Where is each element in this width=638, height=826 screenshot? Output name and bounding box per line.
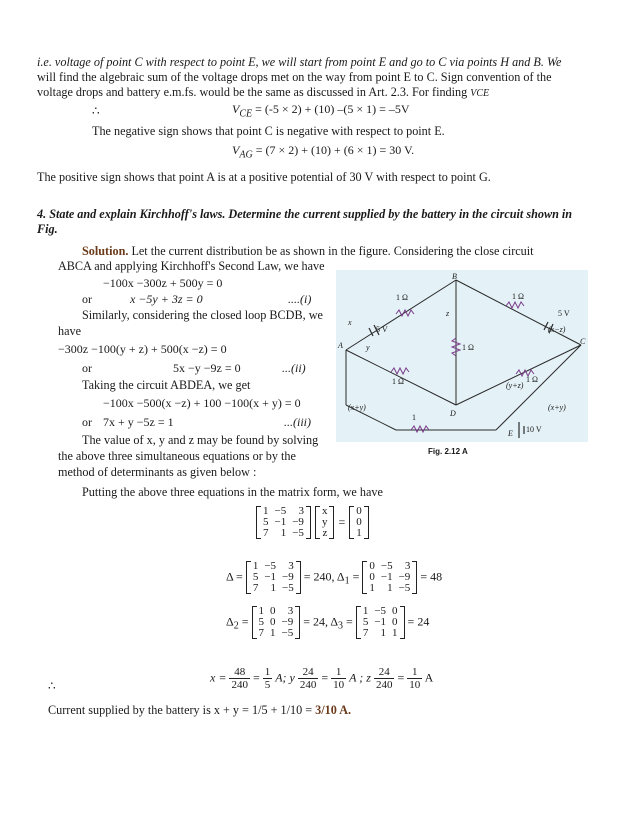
- delta-matrix-cell: −9: [282, 571, 294, 583]
- question-line1: 4. State and explain Kirchhoff's laws. Determine the current supplied by the battery in the circuit shown in: [37, 207, 573, 221]
- matrix-equals: =: [338, 515, 346, 530]
- delta-matrix-cell: 7: [252, 582, 259, 594]
- resistor-dc-label: 1 Ω: [526, 375, 538, 384]
- figure-caption: Fig. 2.12 A: [428, 447, 468, 456]
- current-xz-label: (x−z): [548, 325, 566, 334]
- delta2-label: Δ: [226, 614, 234, 629]
- solution-line1: Solution. Let the current distribution be as shown in the figure. Considering the close circuit: [82, 244, 534, 258]
- resistor-bd-label: 1 Ω: [462, 343, 474, 352]
- delta2-matrix: [252, 606, 301, 639]
- coefficient-matrix-cell: 7: [263, 527, 269, 539]
- coefficient-matrix: [256, 506, 311, 539]
- therefore-symbol-2: ∴: [48, 679, 56, 693]
- delta2-value: = 24, Δ: [303, 614, 339, 629]
- delta1-matrix-cell: 0: [369, 560, 375, 572]
- delta2-matrix-cell: 7: [258, 627, 264, 639]
- variable-vector-cell: x: [321, 505, 328, 517]
- or-1: or: [82, 292, 92, 306]
- question-line2: Fig.: [37, 222, 58, 236]
- final-answer: Current supplied by the battery is x + y = 1/5 + 1/10 = 3/10 A.: [48, 703, 352, 717]
- resistor-bc-label: 1 Ω: [512, 292, 524, 301]
- delta1-value: = 48: [420, 569, 443, 584]
- delta3-matrix: [356, 606, 405, 639]
- delta3-matrix-cell: 7: [362, 627, 369, 639]
- equation-tag-ii: ...(ii): [282, 361, 306, 375]
- equation-3: −100x −500(x −z) + 100 −100(x + y) = 0: [103, 396, 301, 410]
- para1-line2: will find the algebraic sum of the voltage drops met on the way from point E to C. Sign convention of the: [37, 70, 552, 84]
- constant-vector: [349, 506, 369, 539]
- node-e-label: E: [508, 429, 513, 438]
- determinant-row1: Δ = 1 −5 3 5 −1 −9 7 1 −5 = 240, $\Delta_1$ = 0 −5 3 0 −1 −9 1 1 −5 = 48: [226, 560, 443, 594]
- delta1-matrix: [362, 561, 417, 594]
- therefore-symbol: ∴: [92, 104, 100, 118]
- delta3-matrix-cell: 0: [392, 616, 398, 628]
- constant-vector-cell: 0: [356, 516, 362, 528]
- fraction-z: $\frac{24}{240}$: [375, 666, 393, 691]
- solution-line8: method of determinants as given below :: [58, 465, 257, 479]
- delta-matrix-cell: 5: [252, 571, 259, 583]
- equation-2: −300z −100(y + z) + 500(x −z) = 0: [58, 342, 227, 356]
- solution-line6: The value of x, y and z may be found by solving: [82, 433, 319, 447]
- resistor-ab-label: 1 Ω: [396, 293, 408, 302]
- battery-a-label: 5 V: [376, 325, 388, 334]
- fraction-y-simplified: $\frac{1}{10}$: [333, 666, 345, 691]
- battery-c-label: 5 V: [558, 309, 570, 318]
- or-2: or: [82, 361, 92, 375]
- circuit-diagram: [336, 270, 588, 456]
- delta2-matrix-cell: 1: [258, 605, 264, 617]
- equation-2-reduced: 5x −y −9z = 0: [173, 361, 241, 375]
- para1-line1: i.e. voltage of point C with respect to point E, we will start from point E and go to C via points H and B. We: [37, 55, 562, 69]
- delta3-matrix-cell: 1: [362, 605, 369, 617]
- delta2-matrix-cell: 5: [258, 616, 264, 628]
- fraction-z-simplified: $\frac{1}{10}$: [409, 666, 421, 691]
- delta1-matrix-cell: −5: [380, 560, 393, 572]
- delta2-matrix-cell: 0: [270, 605, 276, 617]
- negative-sign-note: The negative sign shows that point C is negative with respect to point E.: [92, 124, 445, 138]
- coefficient-matrix-cell: 3: [298, 505, 304, 517]
- delta2-matrix-cell: 3: [287, 605, 294, 617]
- para1-line3: voltage drops and battery e.m.fs. would be the same as discussed in Art. 2.3. For finding VCE: [37, 85, 490, 99]
- coefficient-matrix-cell: −5: [274, 505, 287, 517]
- equation-vce: $V_{CE} = (-5 \times 2) + (10) -(5 \times 1) = -5V$: [232, 102, 410, 120]
- equation-vag: $V_{AG} = (7 \times 2) + (10) + (6 \times 1) = 30$ V.: [232, 143, 415, 161]
- current-xy-left-label: (x+y): [348, 403, 366, 412]
- current-yz-label: (y+z): [506, 381, 524, 390]
- equation-tag-i: ....(i): [288, 292, 312, 306]
- node-c-label: C: [580, 337, 586, 346]
- delta-matrix-cell: 3: [288, 560, 294, 572]
- coefficient-matrix-cell: 5: [263, 516, 269, 528]
- delta-matrix-cell: −1: [264, 571, 277, 583]
- variable-vector-cell: z: [322, 527, 328, 539]
- result-line: x = $\frac{48}{240}$ = $\frac{1}{5}$ A; y $\frac{24}{240}$ = $\frac{1}{10}$ A ; z $\frac{24}{240}$ = $\frac{1}{10}$ A: [210, 666, 434, 691]
- delta-value: = 240, Δ: [303, 569, 345, 584]
- equation-1-reduced: x −5y + 3z = 0: [130, 292, 203, 306]
- delta-matrix-cell: −5: [264, 560, 277, 572]
- constant-vector-cell: 0: [356, 505, 362, 517]
- delta1-matrix-cell: −5: [398, 582, 411, 594]
- delta2-matrix-cell: −5: [281, 627, 294, 639]
- current-xy-right-label: (x+y): [548, 403, 566, 412]
- equation-tag-iii: ...(iii): [284, 415, 311, 429]
- delta1-matrix-cell: 1: [387, 582, 393, 594]
- solution-line5: Taking the circuit ABDEA, we get: [82, 378, 251, 392]
- solution-line4: have: [58, 324, 82, 338]
- matrix-equation: [256, 506, 369, 539]
- positive-sign-note: The positive sign shows that point A is at a positive potential of 30 V with respect to point G.: [37, 170, 491, 184]
- node-a-label: A: [338, 341, 343, 350]
- delta3-matrix-cell: 0: [392, 605, 398, 617]
- solution-line9: Putting the above three equations in the matrix form, we have: [82, 485, 383, 499]
- resistor-ad-label: 1 Ω: [392, 377, 404, 386]
- delta1-matrix-cell: −9: [398, 571, 411, 583]
- current-x-label: x: [348, 318, 352, 327]
- figure-background: [336, 270, 588, 442]
- delta3-value: = 24: [407, 614, 430, 629]
- coefficient-matrix-cell: −9: [292, 516, 304, 528]
- delta3-matrix-cell: 1: [392, 627, 398, 639]
- delta3-matrix-cell: 1: [380, 627, 387, 639]
- resistor-ae-label: 1: [412, 413, 416, 422]
- delta-matrix-cell: −5: [282, 582, 294, 594]
- delta3-matrix-cell: −1: [374, 616, 387, 628]
- current-z-label: z: [446, 309, 450, 318]
- solution-line3: Similarly, considering the closed loop BCDB, we: [82, 308, 323, 322]
- determinant-row2: $\Delta_2$ = 1 0 3 5 0 −9 7 1 −5 = 24, $\Delta_3$ = 1 −5 0 5 −1 0 7 1 1 = 24: [226, 605, 430, 639]
- solution-line2: ABCA and applying Kirchhoff's Second Law, we have: [58, 259, 325, 273]
- delta1-matrix-cell: 3: [404, 560, 411, 572]
- node-b-label: B: [452, 272, 457, 281]
- delta-matrix-cell: 1: [252, 560, 259, 572]
- equation-1: −100x −300z + 500y = 0: [103, 276, 223, 290]
- delta-matrix-cell: 1: [270, 582, 277, 594]
- circuit-figure: [336, 270, 588, 456]
- coefficient-matrix-cell: −1: [274, 516, 287, 528]
- delta1-matrix-cell: 0: [369, 571, 375, 583]
- node-d-label: D: [450, 409, 456, 418]
- variable-vector: [315, 506, 335, 539]
- current-y-label: y: [366, 343, 370, 352]
- fraction-y: $\frac{24}{240}$: [299, 666, 317, 691]
- or-3: or: [82, 415, 92, 429]
- fraction-x-simplified: $\frac{1}{5}$: [264, 666, 271, 691]
- delta-label: Δ =: [226, 569, 243, 584]
- coefficient-matrix-cell: 1: [280, 527, 287, 539]
- delta2-matrix-cell: −9: [281, 616, 294, 628]
- variable-vector-cell: y: [321, 516, 328, 528]
- constant-vector-cell: 1: [356, 527, 362, 539]
- battery-e-label: 10 V: [526, 425, 542, 434]
- equation-3-reduced: 7x + y −5z = 1: [103, 415, 174, 429]
- delta1-matrix-cell: 1: [369, 582, 375, 594]
- delta3-matrix-cell: 5: [362, 616, 369, 628]
- fraction-x: $\frac{48}{240}$: [231, 666, 248, 691]
- delta2-matrix-cell: 1: [270, 627, 276, 639]
- delta3-matrix-cell: −5: [374, 605, 387, 617]
- delta2-matrix-cell: 0: [270, 616, 276, 628]
- coefficient-matrix-cell: 1: [263, 505, 269, 517]
- coefficient-matrix-cell: −5: [292, 527, 304, 539]
- delta-matrix: [246, 561, 301, 594]
- delta1-matrix-cell: −1: [380, 571, 393, 583]
- solution-line7: the above three simultaneous equations or by the: [58, 449, 296, 463]
